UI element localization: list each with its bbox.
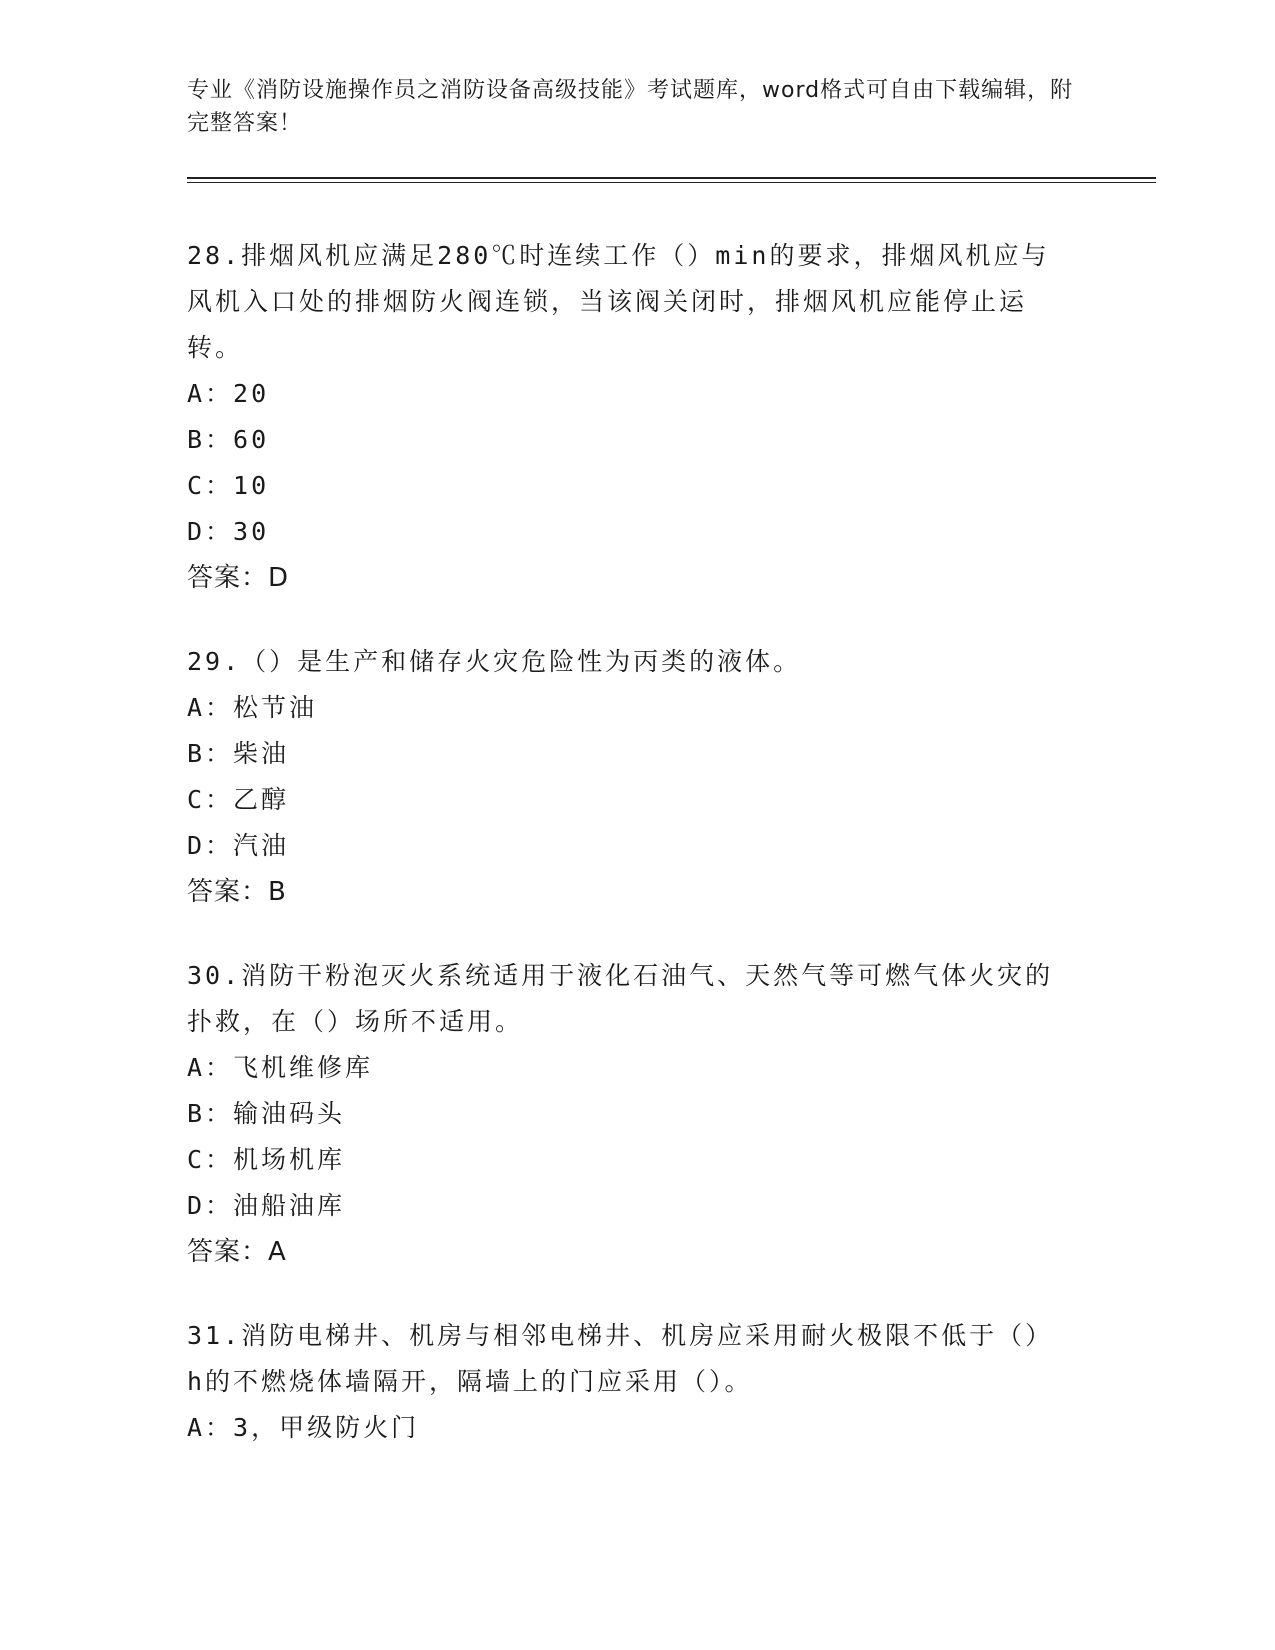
document-header: 专业《消防设施操作员之消防设备高级技能》考试题库，word格式可自由下载编辑，附完整答案！ [187, 78, 1074, 136]
question-stem: 28.排烟风机应满足280℃时连续工作（）min的要求，排烟风机应与风机入口处的排烟防火阀连锁，当该阀关闭时，排烟风机应能停止运转。 [187, 241, 1050, 362]
question-31 [187, 1313, 1067, 1451]
option-d: D：30 [187, 517, 270, 546]
answer-line: 答案：B [187, 877, 287, 907]
option-d: D：汽油 [187, 831, 290, 860]
option-b: B：输油码头 [187, 1099, 346, 1128]
question-30 [187, 953, 1067, 1275]
question-stem: 30.消防干粉泡灭火系统适用于液化石油气、天然气等可燃气体火灾的扑救，在（）场所不适用。 [187, 961, 1054, 1036]
question-list [187, 233, 1067, 1489]
option-d: D：油船油库 [187, 1191, 346, 1220]
question-stem: 29.（）是生产和储存火灾危险性为丙类的液体。 [187, 647, 802, 676]
option-a: A：3，甲级防火门 [187, 1413, 420, 1442]
option-b: B：60 [187, 425, 270, 454]
option-c: C：10 [187, 471, 270, 500]
header-divider-thin [187, 182, 1156, 183]
option-b: B：柴油 [187, 739, 290, 768]
question-28 [187, 233, 1067, 601]
question-29 [187, 639, 1067, 915]
question-stem: 31.消防电梯井、机房与相邻电梯井、机房应采用耐火极限不低于（）h的不燃烧体墙隔开，隔墙上的门应采用（）。 [187, 1321, 1054, 1396]
answer-line: 答案：A [187, 1237, 287, 1267]
answer-line: 答案：D [187, 563, 290, 593]
option-c: C：乙醇 [187, 785, 290, 814]
option-a: A：20 [187, 379, 270, 408]
header-divider-thick [187, 177, 1156, 179]
option-a: A：飞机维修库 [187, 1053, 374, 1082]
option-c: C：机场机库 [187, 1145, 346, 1174]
option-a: A：松节油 [187, 693, 318, 722]
